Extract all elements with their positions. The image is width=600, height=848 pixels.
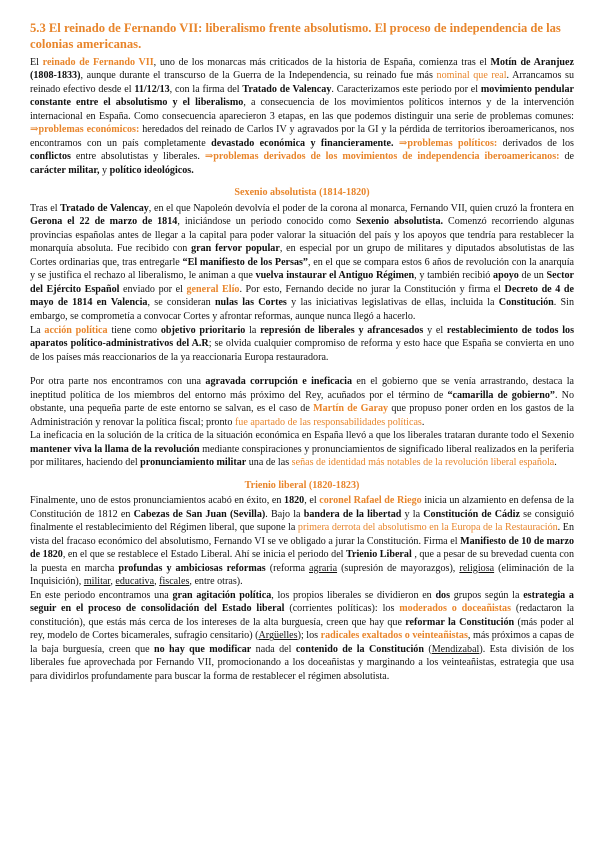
intro-paragraph: El reinado de Fernando VII, uno de los monarcas más criticados de la historia de España, comienza tras el Motín de Aranjuez (1808-1833), aunque durante el transcurso de la Guerra de la Independencia, su reinado fue más nominal que real. Arrancamos su reinado efectivo desde el 11/12/13, con la firma del Tratado de Valencay. Caracterizamos este periodo por el movimiento pendular constante entre el absolutismo y el liberalismo, a consecuencia de los movimientos políticos internos y de la intervención internacional en España. Como consecuencia aparecieron 3 etapas, en las que podemos distinguir una serie de problemas comunes: ⇒problemas económicos: heredados del reinado de Carlos IV y agravados por la GI y la pérdida de territorios iberoamericanos, nos encontramos con un país completamente devastado económica y financieramente. ⇒problemas políticos: derivados de los conflictos entre absolutistas y liberales. ⇒problemas derivados de los movimientos de independencia iberoamericanos: de carácter militar, y político ideológicos. (30, 56, 575, 176)
section-title-sexenio: Sexenio absolutista (1814-1820) (234, 187, 370, 199)
trienio-paragraph-2: En este periodo encontramos una gran agitación política, los propios liberales se dividieron en dos grupos según la estrategia a seguir en el proceso de consolidación del Estado liberal (corrientes políticas): los moderados o doceañistas (redactaron la constitución), que estás más cerca de los intereses de la alta burguesía, creen que hay que reformar la Constitución (más poder al rey, modelo de Cortes bicamerales, sufragio censitario) (Argüelles); los radicales exaltados o veinteañistas, más próximos a capas de la baja burguesía, creen que no hay que modificar nada del contenido de la Constitución (Mendizabal). Esta división de los liberales fue aprovechada por Fernando VII, promocionando a los doceañistas y marginando a los veinteañistas, estrategia que usa para dividirlos profundamente para buscar la forma de restablecer el régimen absolutista. (30, 589, 574, 682)
sexenio-paragraph-4: La ineficacia en la solución de la crítica de la situación económica en España llevó a que los liberales trataran durante todo el Sexenio mantener viva la llama de la revolución mediante conspiraciones y pronunciamientos de significado liberal realizados en la periferia por militares, haciendo del pronunciamiento militar una de las señas de identidad más notables de la revolución liberal española. (30, 430, 574, 469)
section-title-trienio: Trienio liberal (1820-1823) (244, 479, 360, 491)
sexenio-paragraph-2: La acción política tiene como objetivo prioritario la represión de liberales y afrancesados y el restablecimiento de todos los aparatos político-administrativos del A.R; se olvida cualquier compromiso de reforma y esto hace que España se convierta en uno de los países más reaccionarios de la ya reaccionaria Europa restauradora. (30, 324, 575, 363)
economic-problems-label: ⇒problemas económicos: (30, 124, 140, 136)
sexenio-paragraph-3: Por otra parte nos encontramos con una agravada corrupción e ineficacia en el gobierno que se venía arrastrando, destaca la ineptitud política de los miembros del entorno más próximo del Rey, acuñados por el término de “camarilla de gobierno”. No obstante, una pequeña parte de este entorno se salvan, es el caso de Martín de Garay que propuso poner orden en los gastos de la Administración y renovar la política fiscal; pronto fue apartado de las responsabilidades políticas. (30, 376, 575, 428)
page-title: 5.3 El reinado de Fernando VII: liberalismo frente absolutismo. El proceso de independencia de las colonias americanas. (30, 21, 561, 52)
document-page (30, 20, 574, 683)
political-problems-label: ⇒problemas políticos: (398, 137, 498, 149)
independence-problems-label: ⇒problemas derivados de los movimientos de independencia iberoamericanos: (204, 151, 560, 163)
trienio-paragraph-1: Finalmente, uno de estos pronunciamientos acabó en éxito, en 1820, el coronel Rafael de Riego inicia un alzamiento en defensa de la Constitución de 1812 en Cabezas de San Juan (Sevilla). Bajo la bandera de la libertad y la Constitución de Cádiz se consiguió finalmente el restablecimiento del Régimen liberal, que supone la primera derrota del absolutismo en la Europa de la Restauración. En vista del fracaso económico del absolutismo, Fernando VI se ve obligado a jurar la Constitución. Firma el Manifiesto de 10 de marzo de 1820, en el que se restablece el Estado Liberal. Ahí se inicia el periodo del Trienio Liberal , que a pesar de su brevedad cuenta con la puesta en marcha profundas y ambiciosas reformas (reforma agraria (supresión de mayorazgos), religiosa (eliminación de la Inquisición), militar, educativa, fiscales, entre otras). (30, 495, 575, 588)
sexenio-paragraph-1: Tras el Tratado de Valencay, en el que Napoleón devolvía el poder de la corona al monarca, Fernando VII, quien cruzó la frontera en Gerona el 22 de marzo de 1814, iniciándose un periodo conocido como Sexenio absolutista. Comenzó recorriendo algunas provincias españolas antes de llegar a la capital para poder valorar la situación del país y los apoyos que tendría para restablecer la monarquía absoluta. Fue recibido con gran fervor popular, en especial por un grupo de militares y diputados absolutistas de las Cortes ordinarias que, tras entregarle “El manifiesto de los Persas”, en el que se compara estos 6 años de revolución con la anarquía y se justifica el rechazo al liberalismo, le animan a que vuelva instaurar el Antiguo Régimen, y también recibió apoyo de un Sector del Ejército Español enviado por el general Elío. Por esto, Fernando decide no jurar la Constitución y firma el Decreto de 4 de mayo de 1814 en Valencia, se consideran nulas las Cortes y las iniciativas legislativas de ellas, incluida la Constitución. Sin embargo, se comprometía a convocar Cortes y afrontar reformas, aunque nunca llegó a hacerlo. (30, 202, 575, 322)
